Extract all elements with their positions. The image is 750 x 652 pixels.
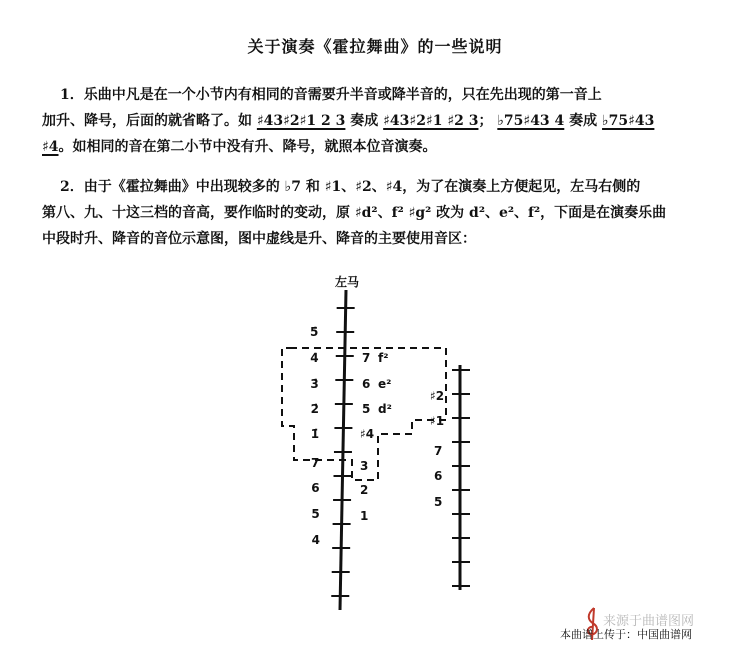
middle-sharp-4: ♯4 bbox=[360, 427, 375, 441]
right-lower-note-2: 5 bbox=[434, 495, 443, 509]
left-note-4: 1̇ bbox=[310, 427, 320, 441]
p1-example-1: ♯43♯2♯1 2 3 bbox=[256, 113, 346, 129]
p1-example-2: ♯43♯2♯1 ♯2 3 bbox=[383, 113, 479, 129]
left-note-2: 3̇ bbox=[310, 377, 319, 391]
middle-pitch-1: e² bbox=[378, 377, 392, 391]
left-note-7: 5 bbox=[311, 507, 320, 521]
source-caption: 本曲谱上传于：中国曲谱网 bbox=[560, 628, 692, 641]
diagram-top-label: 左马 bbox=[335, 275, 360, 289]
paragraph-1-line-3 bbox=[42, 134, 732, 160]
left-note-6: 6 bbox=[311, 481, 320, 495]
middle-low-note-2: 1 bbox=[360, 509, 369, 523]
right-upper-note-1: ♯1 bbox=[430, 414, 445, 428]
middle-note-1: 6 bbox=[362, 377, 371, 391]
middle-notes bbox=[360, 351, 392, 523]
left-note-1: 4̇ bbox=[310, 351, 319, 365]
middle-pitch-0: f² bbox=[378, 351, 389, 365]
left-note-3: 2̇ bbox=[310, 402, 319, 416]
left-note-5: 7 bbox=[311, 456, 320, 470]
left-bridge-line bbox=[340, 290, 346, 610]
p1-text-e: 。如相同的音在第二小节中没有升、降号，就照本位音演奏。 bbox=[58, 139, 437, 155]
p1-text-b: 奏成 bbox=[350, 113, 379, 129]
paragraph-1 bbox=[42, 82, 732, 160]
middle-note-0: 7 bbox=[362, 351, 371, 365]
p1-example-4: ♭75♯43 bbox=[602, 113, 655, 129]
right-lower-note-0: 7 bbox=[434, 444, 443, 458]
right-upper-note-0: ♯2 bbox=[430, 389, 445, 403]
paragraph-2-line-1: 2．由于《霍拉舞曲》中出现较多的 ♭7 和 ♯1、♯2、♯4，为了在演奏上方便起见，左马右侧的 bbox=[60, 179, 641, 195]
paragraph-1-line-1: 1．乐曲中凡是在一个小节内有相同的音需要升半音或降半音的，只在先出现的第一音上 bbox=[60, 87, 602, 103]
middle-low-note-0: 3 bbox=[360, 459, 369, 473]
middle-pitch-2: d² bbox=[378, 402, 392, 416]
paragraph-2-line-2: 第八、九、十这三档的音高，要作临时的变动，原 ♯d²、f² ♯g² 改为 d²、e²、f²，下面是在演奏乐曲 bbox=[42, 205, 667, 221]
p1-text-a: 加升、降号，后面的就省略了。如 bbox=[42, 113, 252, 129]
p1-example-5: ♯4 bbox=[42, 139, 59, 155]
sharp-flat-position-diagram bbox=[260, 270, 500, 620]
paragraph-1-line-2 bbox=[42, 108, 732, 134]
left-note-0: 5̇ bbox=[310, 325, 319, 339]
watermark-site: 来源于曲谱图网 bbox=[603, 614, 695, 629]
right-string-notes bbox=[430, 389, 444, 509]
middle-note-2: 5 bbox=[362, 402, 371, 416]
document-title: 关于演奏《霍拉舞曲》的一些说明 bbox=[247, 37, 503, 56]
left-note-8: 4 bbox=[311, 533, 320, 547]
left-string-ticks bbox=[331, 308, 354, 596]
p1-example-3: ♭75♯43 4 bbox=[497, 113, 565, 129]
p1-text-c: ； bbox=[478, 113, 493, 129]
p1-text-d: 奏成 bbox=[569, 113, 598, 129]
paragraph-2-line-3: 中段时升、降音的音位示意图，图中虚线是升、降音的主要使用音区： bbox=[42, 231, 476, 247]
paragraph-2 bbox=[42, 174, 732, 252]
left-string-notes bbox=[310, 325, 320, 547]
diagram-svg bbox=[260, 270, 500, 620]
right-lower-note-1: 6 bbox=[434, 469, 443, 483]
middle-low-note-1: 2 bbox=[360, 483, 369, 497]
